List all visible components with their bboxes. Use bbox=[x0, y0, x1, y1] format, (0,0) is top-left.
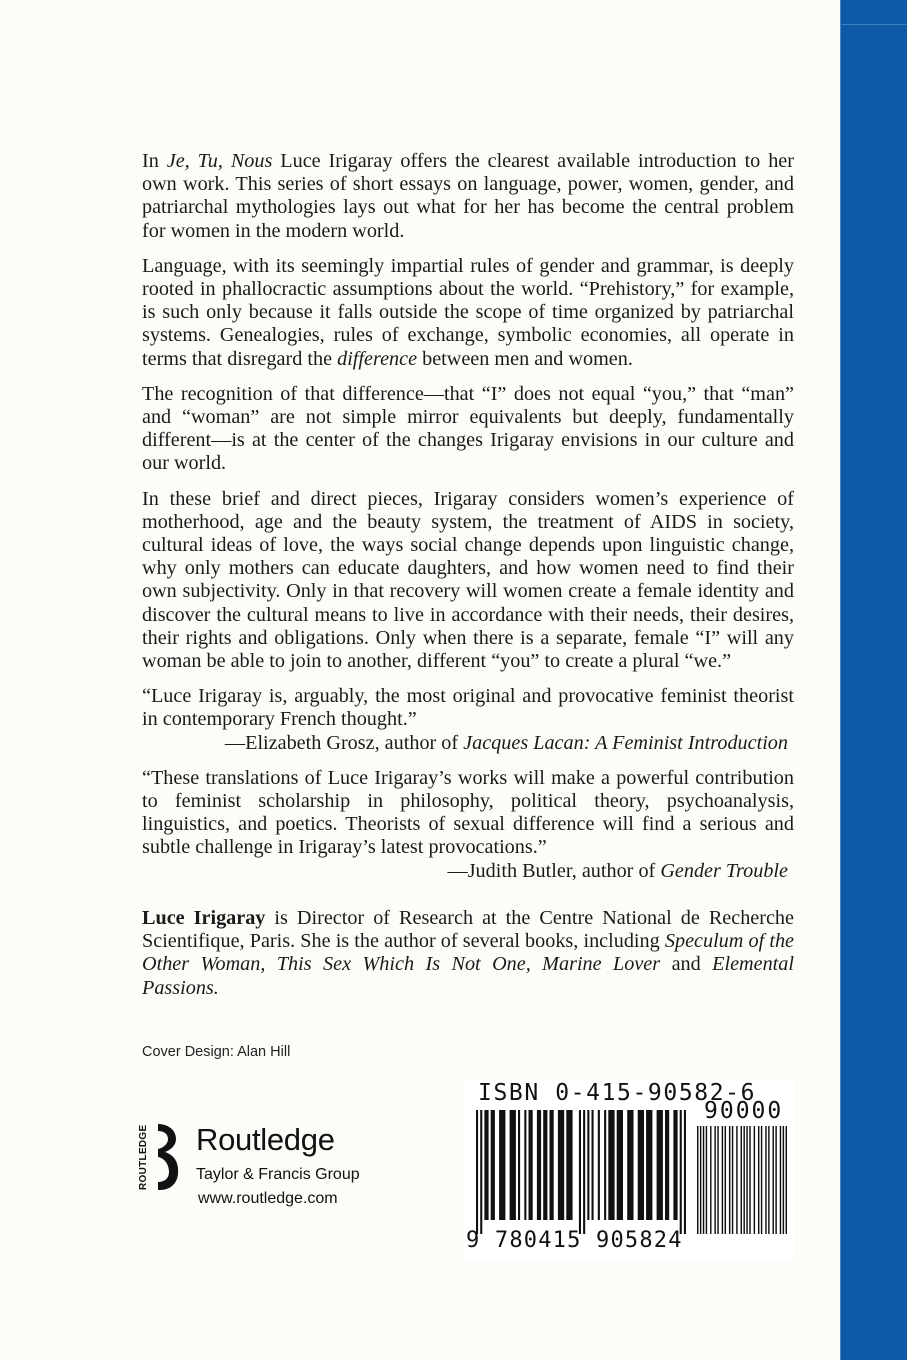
barcode-bar bbox=[783, 1126, 784, 1234]
barcode-bar bbox=[583, 1110, 585, 1234]
blurb-p1-body: Luce Irigaray offers the clearest available introduction to her own work. This series of short essays on language, power, women, gender, and patriarchal mythologies lays out what for her has become the central problem for women in the modern world. bbox=[142, 150, 794, 242]
back-cover-text bbox=[142, 150, 794, 1012]
quote-grosz: “Luce Irigaray is, arguably, the most original and provocative feminist theorist in contemporary French thought.” bbox=[142, 685, 794, 731]
spine-color-band bbox=[840, 0, 907, 1360]
publisher-url: www.routledge.com bbox=[198, 1190, 338, 1207]
barcode-bar bbox=[743, 1126, 744, 1234]
barcode-bar bbox=[604, 1110, 606, 1220]
barcode-bar bbox=[765, 1126, 766, 1234]
barcode-bar bbox=[706, 1126, 707, 1234]
book-title-italic: Je, Tu, Nous bbox=[166, 150, 273, 172]
barcode-bar bbox=[566, 1110, 572, 1220]
blurb-p1-lead: In bbox=[142, 150, 167, 172]
barcode-bar bbox=[714, 1126, 715, 1234]
barcode-bar bbox=[729, 1126, 730, 1234]
blurb-p2-body: Language, with its seemingly impartial rules of gender and grammar, is deeply rooted in phallocractic assumptions about the world. “Prehistory,” for example, is such only because it falls outside the scope of time organized by patriarchal systems. Genealogies, rules of exchange, symbolic economies, all operate in terms that disregard the bbox=[142, 254, 794, 370]
barcode-bar bbox=[499, 1110, 505, 1220]
barcode-bar bbox=[627, 1110, 633, 1220]
barcode-bar bbox=[587, 1110, 589, 1220]
barcode-bar bbox=[529, 1110, 533, 1220]
barcode-bar bbox=[717, 1126, 718, 1234]
barcode-bar bbox=[697, 1126, 698, 1234]
barcode-bar bbox=[736, 1126, 737, 1234]
barcode-bar bbox=[768, 1126, 769, 1234]
ean-digits: 9 780415 905824 bbox=[466, 1228, 683, 1253]
barcode-bar bbox=[786, 1126, 787, 1234]
attribution-grosz-name: —Elizabeth Grosz, author of bbox=[224, 731, 464, 754]
author-books-1: Speculum of the Other Woman, This Sex Which Is Not One, Marine Lover bbox=[142, 930, 794, 976]
attribution-grosz-work: Jacques Lacan: A Feminist Introduction bbox=[463, 731, 788, 754]
barcode-bar bbox=[741, 1126, 742, 1234]
barcode-bar bbox=[772, 1126, 773, 1234]
author-bio-text: is Director of Research at the Centre National de Recherche Scientifique, Paris. She is the author of several books, including bbox=[142, 906, 794, 953]
difference-emphasis: difference bbox=[337, 347, 418, 370]
barcode-bar bbox=[722, 1126, 723, 1234]
price-code: 90000 bbox=[704, 1098, 784, 1124]
barcode-bar bbox=[617, 1110, 623, 1220]
cover-design-credit: Cover Design: Alan Hill bbox=[142, 1044, 291, 1060]
author-books-2: Elemental Passions. bbox=[142, 953, 794, 999]
blurb-p2-end: between men and women. bbox=[417, 347, 633, 370]
attribution-butler-work: Gender Trouble bbox=[660, 859, 788, 882]
barcode-bar bbox=[665, 1110, 669, 1220]
barcode-bar bbox=[710, 1126, 711, 1234]
author-bio-and: and bbox=[660, 953, 713, 976]
isbn-label: ISBN 0-415-90582-6 bbox=[478, 1080, 757, 1106]
barcode-bar bbox=[754, 1126, 755, 1234]
barcode-bar bbox=[638, 1110, 644, 1220]
barcode-bar bbox=[700, 1126, 701, 1234]
blurb-paragraph-4: In these brief and direct pieces, Irigaray considers women’s experience of motherhood, age and the beauty system, the treatment of AIDS in society, cultural ideas of love, the ways social change depends upon linguistic change, why only mothers can educate daughters, and how women need to find their own subjectivity. Only in that recovery will women create a female identity and discover the cultural means to live in accordance with their needs, their desires, their rights and obligations. Only when there is a separate, female “I” will any woman be able to join to another, different “you” to create a plural “we.” bbox=[142, 487, 794, 673]
blurb-paragraph-2 bbox=[142, 255, 794, 371]
barcode-bar bbox=[579, 1110, 581, 1234]
barcode-bar bbox=[703, 1126, 704, 1234]
attribution-grosz bbox=[142, 732, 788, 755]
barcode-bar bbox=[550, 1110, 554, 1220]
barcode-bar bbox=[476, 1110, 478, 1234]
barcode-bar bbox=[558, 1110, 564, 1220]
blurb-paragraph-1 bbox=[142, 150, 794, 243]
barcode-bar bbox=[725, 1126, 726, 1234]
author-name: Luce Irigaray bbox=[142, 906, 266, 929]
barcode-bar bbox=[543, 1110, 547, 1220]
barcode-bar bbox=[780, 1126, 781, 1234]
barcode-bar bbox=[592, 1110, 594, 1220]
barcode-bar bbox=[732, 1126, 733, 1234]
barcode-bar bbox=[657, 1110, 663, 1220]
barcode-bar bbox=[680, 1110, 682, 1234]
spine-edge-line bbox=[840, 24, 907, 25]
author-bio bbox=[142, 907, 794, 1000]
barcode-bar bbox=[646, 1110, 652, 1220]
barcode-bar bbox=[491, 1110, 495, 1220]
barcode-bar bbox=[480, 1110, 482, 1234]
barcode-bar bbox=[673, 1110, 677, 1220]
barcode-bar bbox=[775, 1126, 776, 1234]
barcode-bar bbox=[746, 1126, 747, 1234]
barcode-bar bbox=[524, 1110, 526, 1220]
barcode-bar bbox=[484, 1110, 488, 1220]
barcode-bar bbox=[537, 1110, 541, 1220]
barcode-bar bbox=[749, 1126, 750, 1234]
barcode-bar bbox=[608, 1110, 614, 1220]
publisher-group: Taylor & Francis Group bbox=[196, 1166, 360, 1183]
attribution-butler bbox=[142, 860, 788, 883]
attribution-butler-name: —Judith Butler, author of bbox=[447, 859, 661, 882]
barcode-bar bbox=[510, 1110, 516, 1220]
publisher-name: Routledge bbox=[196, 1122, 335, 1157]
addon-barcode-icon bbox=[697, 1126, 789, 1248]
barcode-bar bbox=[598, 1110, 600, 1220]
barcode-bar bbox=[758, 1126, 759, 1234]
routledge-vertical-mark: ROUTLEDGE bbox=[138, 1124, 149, 1190]
quote-butler: “These translations of Luce Irigaray’s works will make a powerful contribution to feminist scholarship in philosophy, political theory, psychoanalysis, linguistics, and poetics. Theorists of sexual difference will find a serious and subtle challenge in Irigaray’s latest provocations.” bbox=[142, 766, 794, 859]
barcode-bar bbox=[684, 1110, 686, 1234]
ean-barcode-icon bbox=[476, 1110, 688, 1234]
barcode-bar bbox=[761, 1126, 762, 1234]
barcode-bar bbox=[518, 1110, 520, 1220]
blurb-paragraph-3: The recognition of that difference—that “I” does not equal “you,” that “man” and “woman” are not simple mirror equivalents but deeply, fundamentally different—is at the center of the changes Irigaray envisions in our culture and our world. bbox=[142, 382, 794, 475]
